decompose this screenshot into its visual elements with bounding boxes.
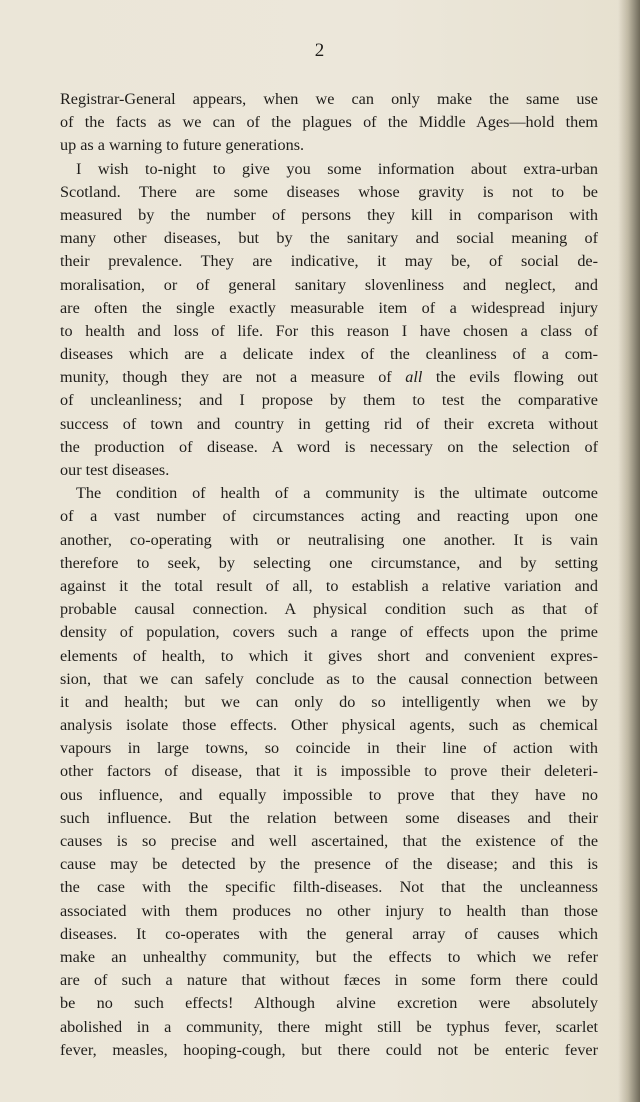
text-line: our test diseases. (60, 461, 170, 479)
text-line: the production of disease. A word is necessary on the selection of (60, 437, 598, 456)
text-line: elements of health, to which it gives short and convenient expres- (60, 646, 598, 665)
text-line: of a vast number of circumstances acting and reacting upon one (60, 507, 598, 526)
text-line: moralisation, or of general sanitary slovenliness and neglect, and (60, 275, 598, 294)
text-line: therefore to seek, by selecting one circumstance, and by setting (60, 553, 598, 572)
text-line (60, 366, 598, 389)
page-edge-shadow (618, 0, 640, 1102)
text-line: up as a warning to future generations. (60, 136, 305, 155)
text-line: vapours in large towns, so coincide in their line of action with (60, 739, 598, 758)
body-text (60, 88, 598, 1062)
text-line: probable causal connection. A physical condition such as that of (60, 600, 598, 619)
text-line: it and health; but we can only do so intelligently when we by (60, 692, 598, 711)
text-line: of the facts as we can of the plagues of the Middle Ages—hold them (60, 113, 598, 132)
text-line: sion, that we can safely conclude as to the causal connection between (60, 669, 598, 688)
italic-word: all (405, 368, 423, 387)
text-line: cause may be detected by the presence of the disease; and this is (60, 855, 598, 874)
text-segment: munity, though they are not a measure of (60, 368, 406, 387)
text-line: Registrar-General appears, when we can only make the same use (60, 90, 598, 108)
text-line: diseases which are a delicate index of the cleanliness of a com- (60, 345, 598, 364)
text-line: make an unhealthy community, but the effects to which we refer (60, 947, 598, 966)
text-line: many other diseases, but by the sanitary and social meaning of (60, 229, 598, 248)
text-line: against it the total result of all, to establish a relative variation and (60, 576, 598, 595)
page-number: 2 (314, 40, 326, 61)
text-line: diseases. It co-operates with the general array of causes which (60, 924, 598, 943)
text-line: I wish to-night to give you some information about extra-urban (76, 159, 598, 178)
text-line: their prevalence. They are indicative, it may be, of social de- (60, 252, 598, 271)
text-line: are of such a nature that without fæces in some form there could (60, 971, 598, 990)
text-line: are often the single exactly measurable item of a widespread injury (60, 298, 598, 317)
text-line: another, co-operating with or neutralising one another. It is vain (60, 530, 598, 549)
text-line: fever, measles, hooping-cough, but there could not be enteric fever (60, 1040, 598, 1059)
text-line: of uncleanliness; and I propose by them to test the comparative (60, 391, 598, 410)
text-line: ous influence, and equally impossible to prove that they have no (60, 785, 598, 804)
text-line: such influence. But the relation between some diseases and their (60, 808, 598, 827)
text-line: causes is so precise and well ascertained, that the existence of the (60, 832, 598, 850)
text-line: The condition of health of a community is the ultimate outcome (76, 484, 598, 503)
text-line: measured by the number of persons they kill in comparison with (60, 205, 598, 224)
text-line: analysis isolate those effects. Other physical agents, such as chemical (60, 716, 598, 735)
text-line: density of population, covers such a range of effects upon the prime (60, 623, 598, 642)
text-line: associated with them produces no other injury to health than those (60, 901, 598, 920)
text-line: the case with the specific filth-diseases. Not that the uncleanness (60, 878, 598, 897)
text-line: to health and loss of life. For this reason I have chosen a class of (60, 321, 598, 340)
text-line: be no such effects! Although alvine excretion were absolutely (60, 994, 598, 1013)
text-segment: the evils flowing out (422, 368, 599, 387)
text-line: success of town and country in getting rid of their excreta without (60, 414, 598, 433)
text-line: abolished in a community, there might still be typhus fever, scarlet (60, 1017, 598, 1036)
text-line: other factors of disease, that it is impossible to prove their deleteri- (60, 762, 598, 781)
text-line: Scotland. There are some diseases whose gravity is not to be (60, 182, 598, 201)
